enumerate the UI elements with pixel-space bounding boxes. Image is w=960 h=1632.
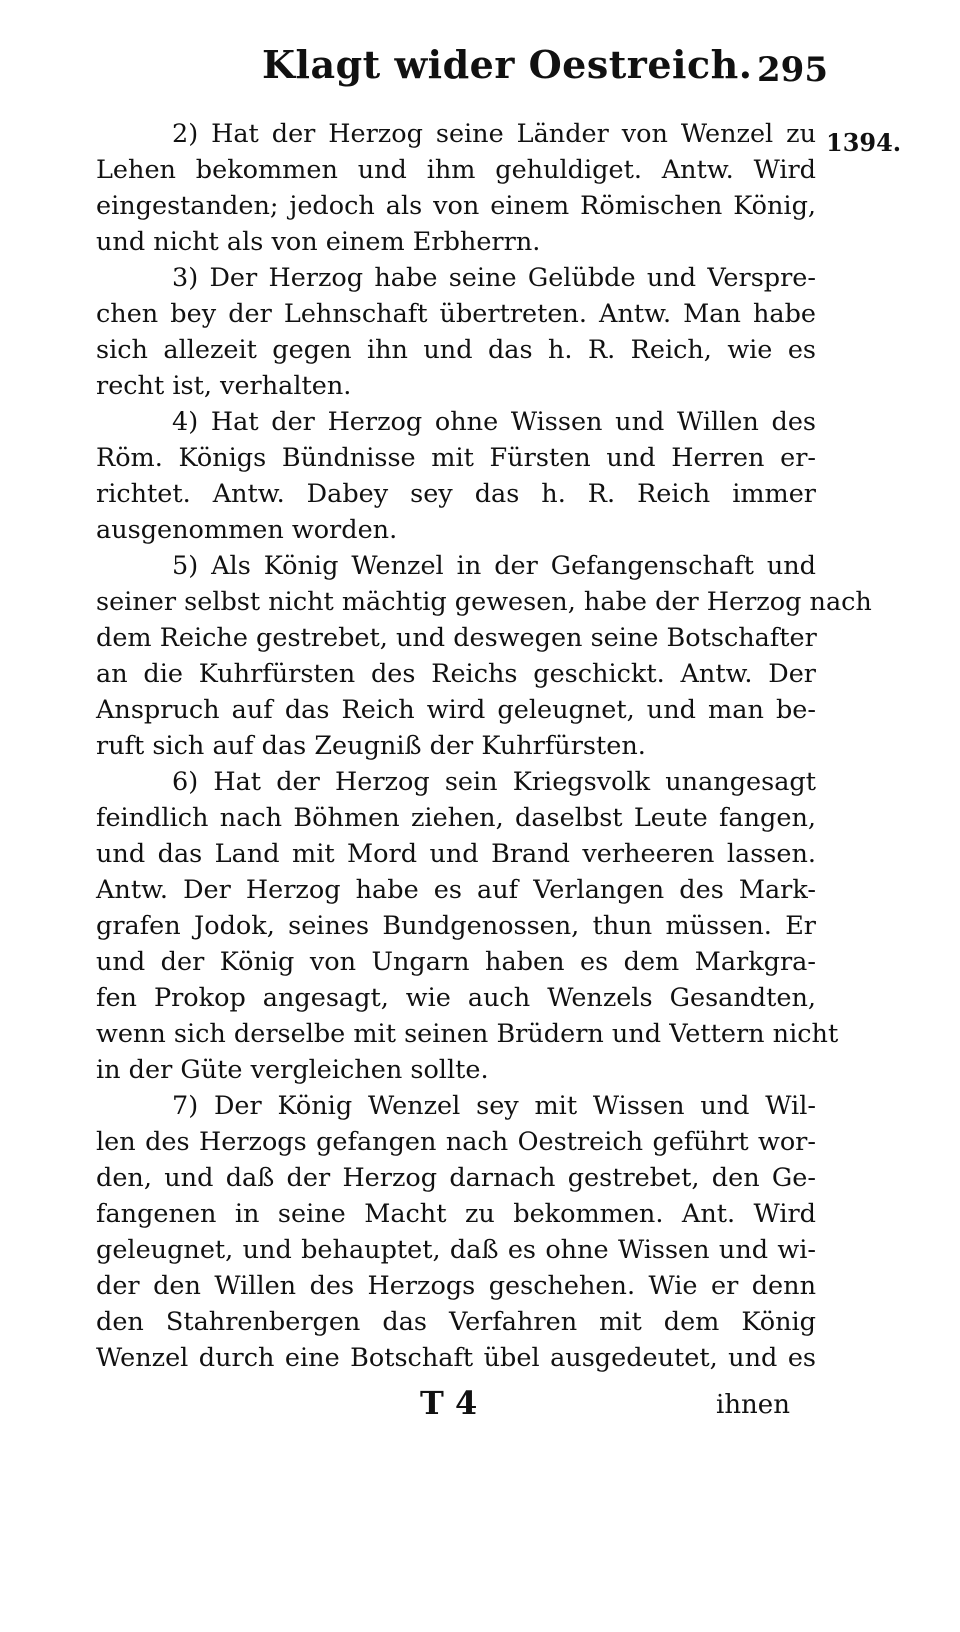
page-number: 295 <box>757 50 828 90</box>
text-line: sich allezeit gegen ihn und das h. R. Reich, wie es <box>96 335 816 365</box>
text-line: 7) Der König Wenzel sey mit Wissen und Wil- <box>172 1091 816 1121</box>
text-line: Wenzel durch eine Botschaft übel ausgedeutet, und es <box>96 1343 816 1373</box>
text-line: eingestanden; jedoch als von einem Römischen König, <box>96 191 816 221</box>
text-line: feindlich nach Böhmen ziehen, daselbst Leute fangen, <box>96 803 816 833</box>
text-line: der den Willen des Herzogs geschehen. Wie er denn <box>96 1271 816 1301</box>
text-line: 3) Der Herzog habe seine Gelübde und Verspre- <box>172 263 816 293</box>
text-line: 6) Hat der Herzog sein Kriegsvolk unangesagt <box>172 767 816 797</box>
text-line: seiner selbst nicht mächtig gewesen, habe der Herzog nach <box>96 587 872 617</box>
text-line: 5) Als König Wenzel in der Gefangenschaft und <box>172 551 816 581</box>
text-line: den Stahrenbergen das Verfahren mit dem König <box>96 1307 816 1337</box>
text-line: dem Reiche gestrebet, und deswegen seine Botschafter <box>96 623 817 653</box>
running-head-title: Klagt wider Oestreich. <box>262 42 753 87</box>
text-line: und der König von Ungarn haben es dem Markgra- <box>96 947 816 977</box>
text-line: grafen Jodok, seines Bundgenossen, thun müssen. Er <box>96 911 816 941</box>
text-line: ausgenommen worden. <box>96 515 398 545</box>
catchword: ihnen <box>716 1390 790 1420</box>
text-line: chen bey der Lehnschaft übertreten. Antw. Man habe <box>96 299 816 329</box>
text-line: 2) Hat der Herzog seine Länder von Wenzel zu <box>172 119 816 149</box>
text-line: an die Kuhrfürsten des Reichs geschickt. Antw. Der <box>96 659 816 689</box>
text-line: fangenen in seine Macht zu bekommen. Ant. Wird <box>96 1199 816 1229</box>
text-line: ruft sich auf das Zeugniß der Kuhrfürsten. <box>96 731 646 761</box>
text-line: Anspruch auf das Reich wird geleugnet, und man be- <box>96 695 816 725</box>
text-line: Lehen bekommen und ihm gehuldiget. Antw. Wird <box>96 155 816 185</box>
text-line: geleugnet, und behauptet, daß es ohne Wissen und wi- <box>96 1235 816 1265</box>
margin-year-note: 1394. <box>826 128 902 157</box>
text-line: recht ist, verhalten. <box>96 371 352 401</box>
signature-mark: T 4 <box>420 1384 478 1422</box>
text-line: fen Prokop angesagt, wie auch Wenzels Gesandten, <box>96 983 816 1013</box>
text-line: len des Herzogs gefangen nach Oestreich geführt wor- <box>96 1127 816 1157</box>
text-line: Antw. Der Herzog habe es auf Verlangen des Mark- <box>96 875 816 905</box>
text-line: in der Güte vergleichen sollte. <box>96 1055 489 1085</box>
text-line: wenn sich derselbe mit seinen Brüdern und Vettern nicht <box>96 1019 839 1049</box>
text-line: und das Land mit Mord und Brand verheeren lassen. <box>96 839 816 869</box>
text-line: und nicht als von einem Erbherrn. <box>96 227 541 257</box>
text-line: Röm. Königs Bündnisse mit Fürsten und Herren er- <box>96 443 816 473</box>
text-line: richtet. Antw. Dabey sey das h. R. Reich immer <box>96 479 816 509</box>
text-line: 4) Hat der Herzog ohne Wissen und Willen des <box>172 407 816 437</box>
text-line: den, und daß der Herzog darnach gestrebet, den Ge- <box>96 1163 816 1193</box>
